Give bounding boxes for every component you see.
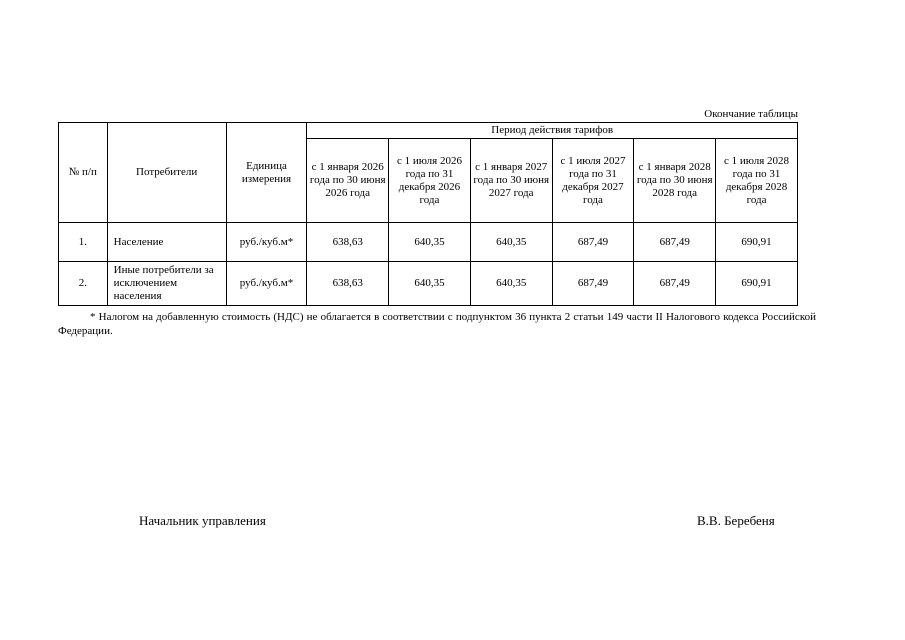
table-row: [59, 262, 798, 306]
tariff-table: [58, 122, 798, 306]
header-number: № п/п: [59, 123, 108, 223]
row-value: 690,91: [716, 262, 798, 306]
header-period-5: с 1 января 2028 года по 30 июня 2028 года: [634, 139, 716, 223]
row-value: 640,35: [470, 223, 552, 262]
row-value: 687,49: [634, 262, 716, 306]
row-consumer: Население: [107, 223, 226, 262]
row-value: 687,49: [552, 223, 634, 262]
header-period-4: с 1 июля 2027 года по 31 декабря 2027 года: [552, 139, 634, 223]
header-period-1: с 1 января 2026 года по 30 июня 2026 года: [307, 139, 389, 223]
row-value: 690,91: [716, 223, 798, 262]
header-period-6: с 1 июля 2028 года по 31 декабря 2028 года: [716, 139, 798, 223]
row-value: 638,63: [307, 262, 389, 306]
row-value: 687,49: [552, 262, 634, 306]
row-number: 1.: [59, 223, 108, 262]
header-period-2: с 1 июля 2026 года по 31 декабря 2026 года: [389, 139, 471, 223]
table-continuation-caption: Окончание таблицы: [704, 108, 798, 120]
signature-name: В.В. Беребеня: [697, 513, 775, 528]
row-number: 2.: [59, 262, 108, 306]
table-header-row: [59, 123, 798, 139]
header-period-3: с 1 января 2027 года по 30 июня 2027 года: [470, 139, 552, 223]
header-period-group: Период действия тарифов: [307, 123, 798, 139]
row-value: 687,49: [634, 223, 716, 262]
row-value: 640,35: [389, 223, 471, 262]
vat-footnote: * Налогом на добавленную стоимость (НДС) не облагается в соответствии с подпунктом 36 пункта 2 статьи 149 части II Налогового кодекса Российской Федерации.: [58, 311, 816, 337]
row-unit: руб./куб.м*: [226, 262, 307, 306]
row-value: 640,35: [389, 262, 471, 306]
row-value: 638,63: [307, 223, 389, 262]
row-consumer: Иные потребители за исключением населения: [107, 262, 226, 306]
header-unit: Единица измерения: [226, 123, 307, 223]
signature-position: Начальник управления: [139, 513, 266, 528]
row-value: 640,35: [470, 262, 552, 306]
row-unit: руб./куб.м*: [226, 223, 307, 262]
table-row: [59, 223, 798, 262]
header-consumers: Потребители: [107, 123, 226, 223]
